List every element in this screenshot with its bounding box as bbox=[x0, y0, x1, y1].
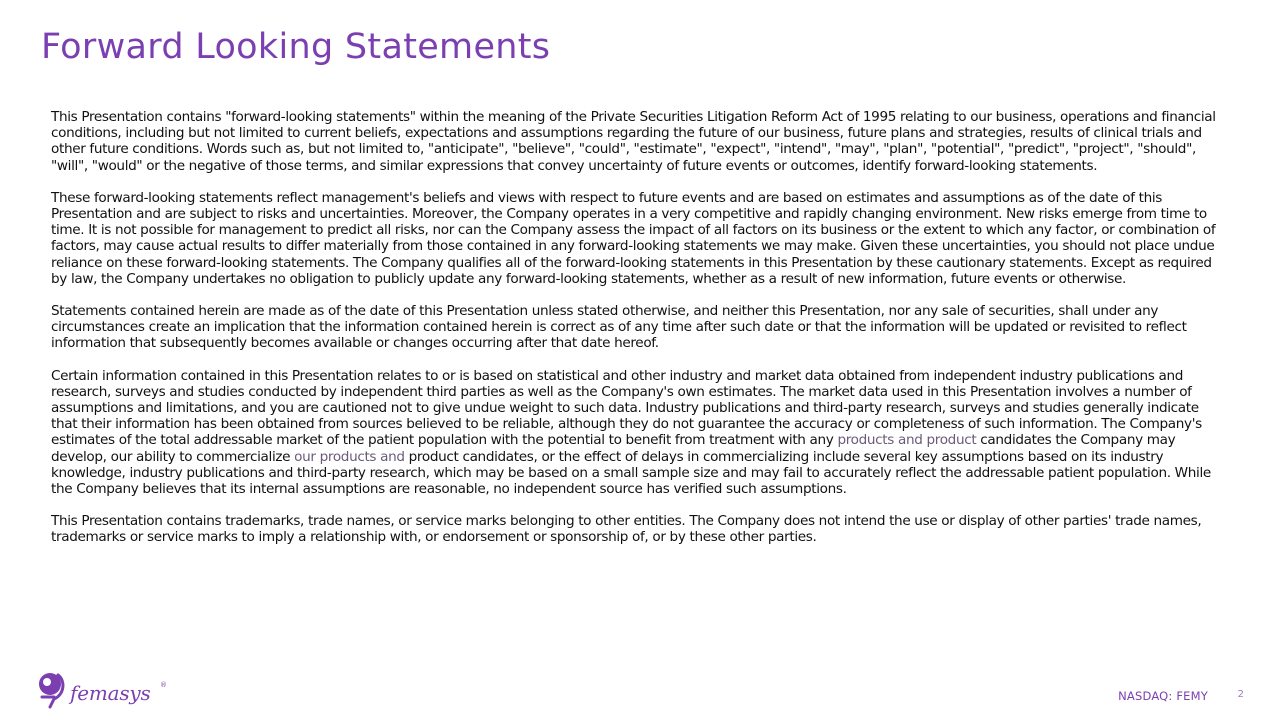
market-data-text-2: candidates the Company may develop, our ability to commercialize bbox=[51, 432, 1176, 465]
page-number: 2 bbox=[1237, 689, 1244, 700]
market-data-text-3: product candidates, or the effect of delays in commercializing include several key assumptions based on its industry knowledge, industry publications and third-party research, which may be based on a small sample size and may fail to accurately reflect the addressable patient population. While the Company believes that its internal assumptions are reasonable, no independent source has verified such assumptions. bbox=[51, 448, 1211, 498]
nasdaq-ticker: NASDAQ: FEMY bbox=[1118, 689, 1208, 703]
paragraph-forward-looking-definition: This Presentation contains "forward-looking statements" within the meaning of the Private Securities Litigation Reform Act of 1995 relating to our business, operations and financial conditions, including but not limited to current beliefs, expectations and assumptions regarding the future of our business, future plans and strategies, results of clinical trials and other future conditions. Words such as, but not limited to, "anticipate", "believe", "could", "estimate", "expect", "intend", "may", "plan", "potential", "predict", "project", "should", "will", "would" or the negative of those terms, and similar expressions that convey uncertainty of future events or outcomes, identify forward-looking statements. bbox=[51, 109, 1216, 174]
femasys-logo bbox=[36, 671, 176, 711]
paragraph-market-data bbox=[51, 368, 1226, 498]
paragraph-risks-uncertainties: These forward-looking statements reflect management's beliefs and views with respect to future events and are based on estimates and assumptions as of the date of this Presentation and are subject to risks and uncertainties. Moreover, the Company operates in a very competitive and rapidly changing environment. New risks emerge from time to time. It is not possible for management to predict all risks, nor can the Company assess the impact of all factors on its business or the extent to which any factor, or combination of factors, may cause actual results to differ materially from those contained in any forward-looking statements we may make. Given these uncertainties, you should not place undue reliance on these forward-looking statements. The Company qualifies all of the forward-looking statements in this Presentation by these cautionary statements. Except as required by law, the Company undertakes no obligation to publicly update any forward-looking statements, whether as a result of new information, future events or otherwise. bbox=[51, 189, 1216, 287]
slide-title: Forward Looking Statements bbox=[41, 27, 551, 67]
femasys-logo-icon bbox=[36, 671, 70, 709]
market-data-highlight-1: products and product bbox=[837, 432, 977, 449]
market-data-highlight-2: our products and bbox=[294, 448, 405, 465]
paragraph-trademarks: This Presentation contains trademarks, trade names, or service marks belonging to other entities. The Company does not intend the use or display of other parties' trade names, trademarks or service marks to imply a relationship with, or endorsement or sponsorship of, or by these other parties. bbox=[51, 513, 1202, 546]
paragraph-date-of-statements: Statements contained herein are made as of the date of this Presentation unless stated otherwise, and neither this Presentation, nor any sale of securities, shall under any circumstances create an implication that the information contained herein is correct as of any time after such date or that the information will be updated or revisited to reflect information that subsequently becomes available or changes occurring after that date hereof. bbox=[51, 303, 1187, 352]
disclaimer-body bbox=[51, 109, 1226, 562]
femasys-logo-wordmark: femasys bbox=[70, 681, 151, 705]
registered-mark: ® bbox=[160, 681, 167, 689]
market-data-text-1: Certain information contained in this Presentation relates to or is based on statistical and other industry and market data obtained from independent industry publications and research, surveys and studies conducted by independent third parties as well as the Company's own estimates. The market data used in this Presentation involves a number of assumptions and limitations, and you are cautioned not to give undue weight to such data. Industry publications and third-party research, surveys and studies generally indicate that their information has been obtained from sources believed to be reliable, although they do not guarantee the accuracy or completeness of such information. The Company's estimates of the total addressable market of the patient population with the potential to benefit from treatment with any bbox=[51, 367, 1202, 449]
